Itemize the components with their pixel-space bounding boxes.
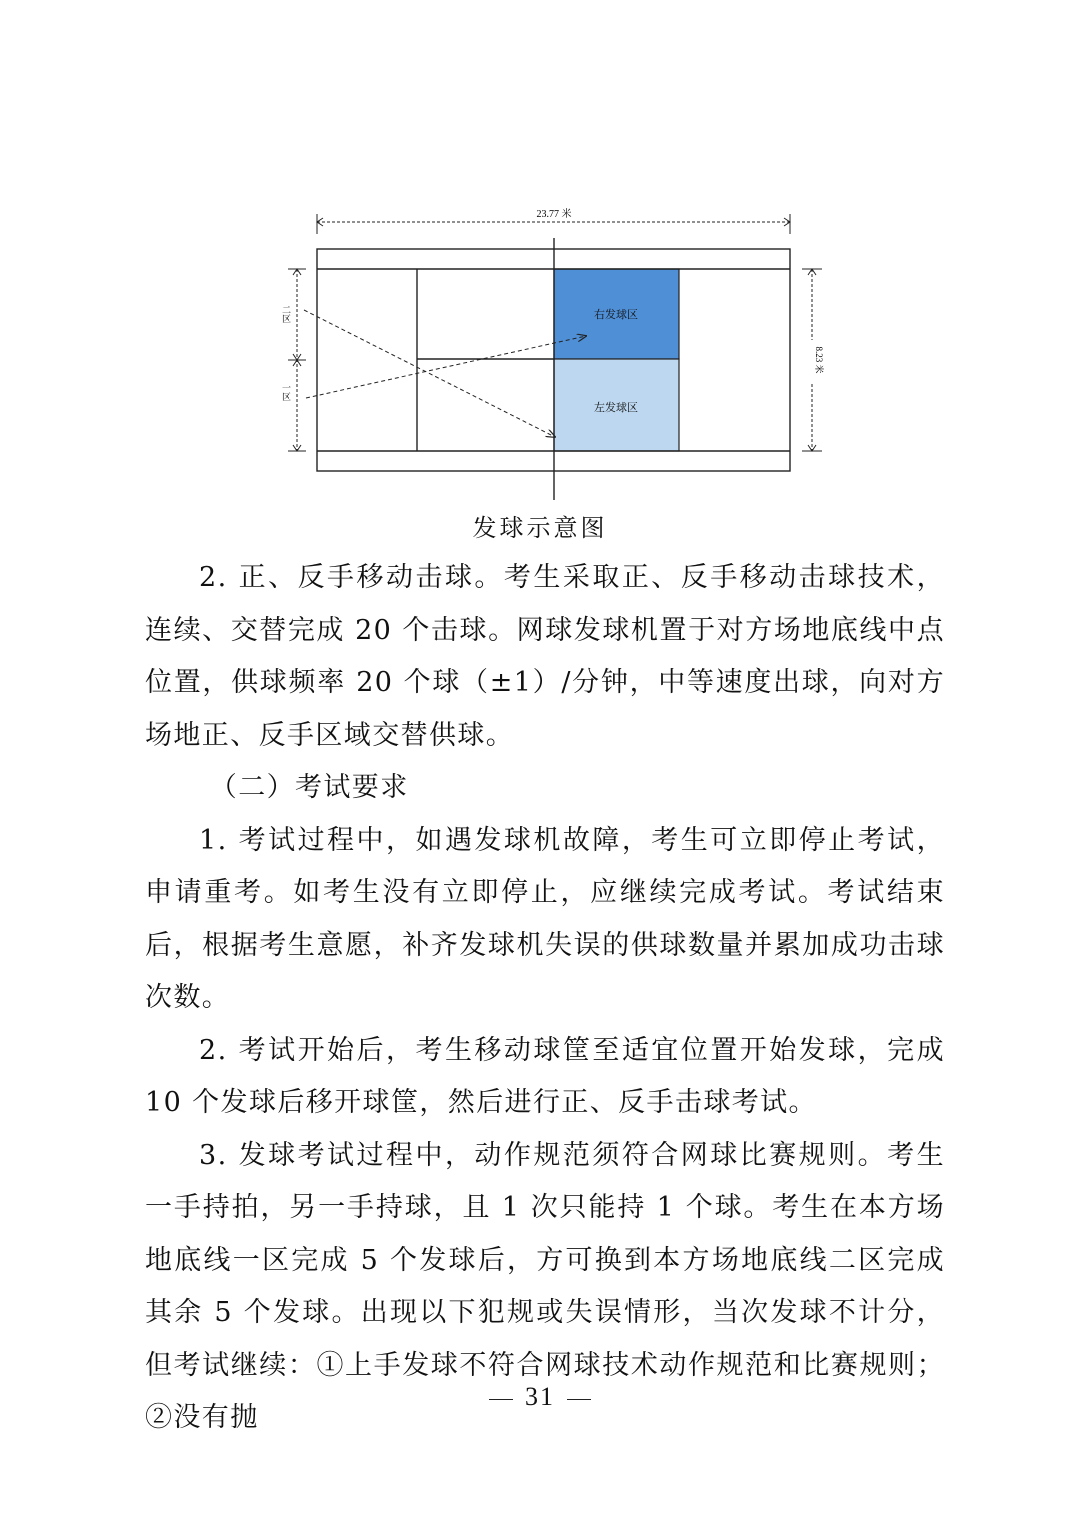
body-text: [145, 552, 945, 1445]
zone-one-label: 一区: [280, 383, 290, 401]
paragraph-moving-stroke: 2. 正、反手移动击球。考生采取正、反手移动击球技术，连续、交替完成 20 个击球。网球发球机置于对方场地底线中点位置，供球频率 20 个球（±1）/分钟，中等速度出球，向对方场地正、反手区域交替供球。: [145, 562, 945, 751]
section-heading-exam-requirements: （二）考试要求: [209, 772, 409, 803]
footer-dash-right: [567, 1399, 591, 1400]
court-lines: [317, 238, 790, 500]
height-label: 8.23 米: [814, 346, 824, 374]
zone-dimension: [288, 269, 306, 451]
footer-dash-left: [489, 1399, 513, 1400]
width-dimension: [317, 206, 790, 234]
width-label: 23.77 米: [536, 209, 572, 220]
right-service-label: 右发球区: [594, 308, 638, 321]
page-footer: [0, 1382, 1080, 1412]
diagram-caption: 发球示意图: [472, 514, 608, 542]
serve-path-zone-one: [306, 336, 586, 398]
serve-path-zone-two: [304, 310, 555, 437]
page-number: 31: [525, 1382, 555, 1411]
paragraph-requirement-1: 1. 考试过程中，如遇发球机故障，考生可立即停止考试，申请重考。如考生没有立即停止，应继续完成考试。考试结束后，根据考生意愿，补齐发球机失误的供球数量并累加成功击球次数。: [145, 824, 945, 1013]
tennis-court-diagram: [270, 200, 830, 500]
left-service-label: 左发球区: [594, 401, 638, 414]
paragraph-requirement-3: 3. 发球考试过程中，动作规范须符合网球比赛规则。考生一手持拍，另一手持球，且 1 次只能持 1 个球。考生在本方场地底线一区完成 5 个发球后，方可换到本方场地底线二区完成其余 5 个发球。出现以下犯规或失误情形，当次发球不计分，但考试继续：①上手发球不符合网球技术动作规范和比赛规则；②没有抛: [145, 1139, 945, 1433]
paragraph-requirement-2: 2. 考试开始后，考生移动球筐至适宜位置开始发球，完成 10 个发球后移开球筐，然后进行正、反手击球考试。: [145, 1034, 945, 1118]
zone-two-label: 二区: [280, 305, 290, 323]
